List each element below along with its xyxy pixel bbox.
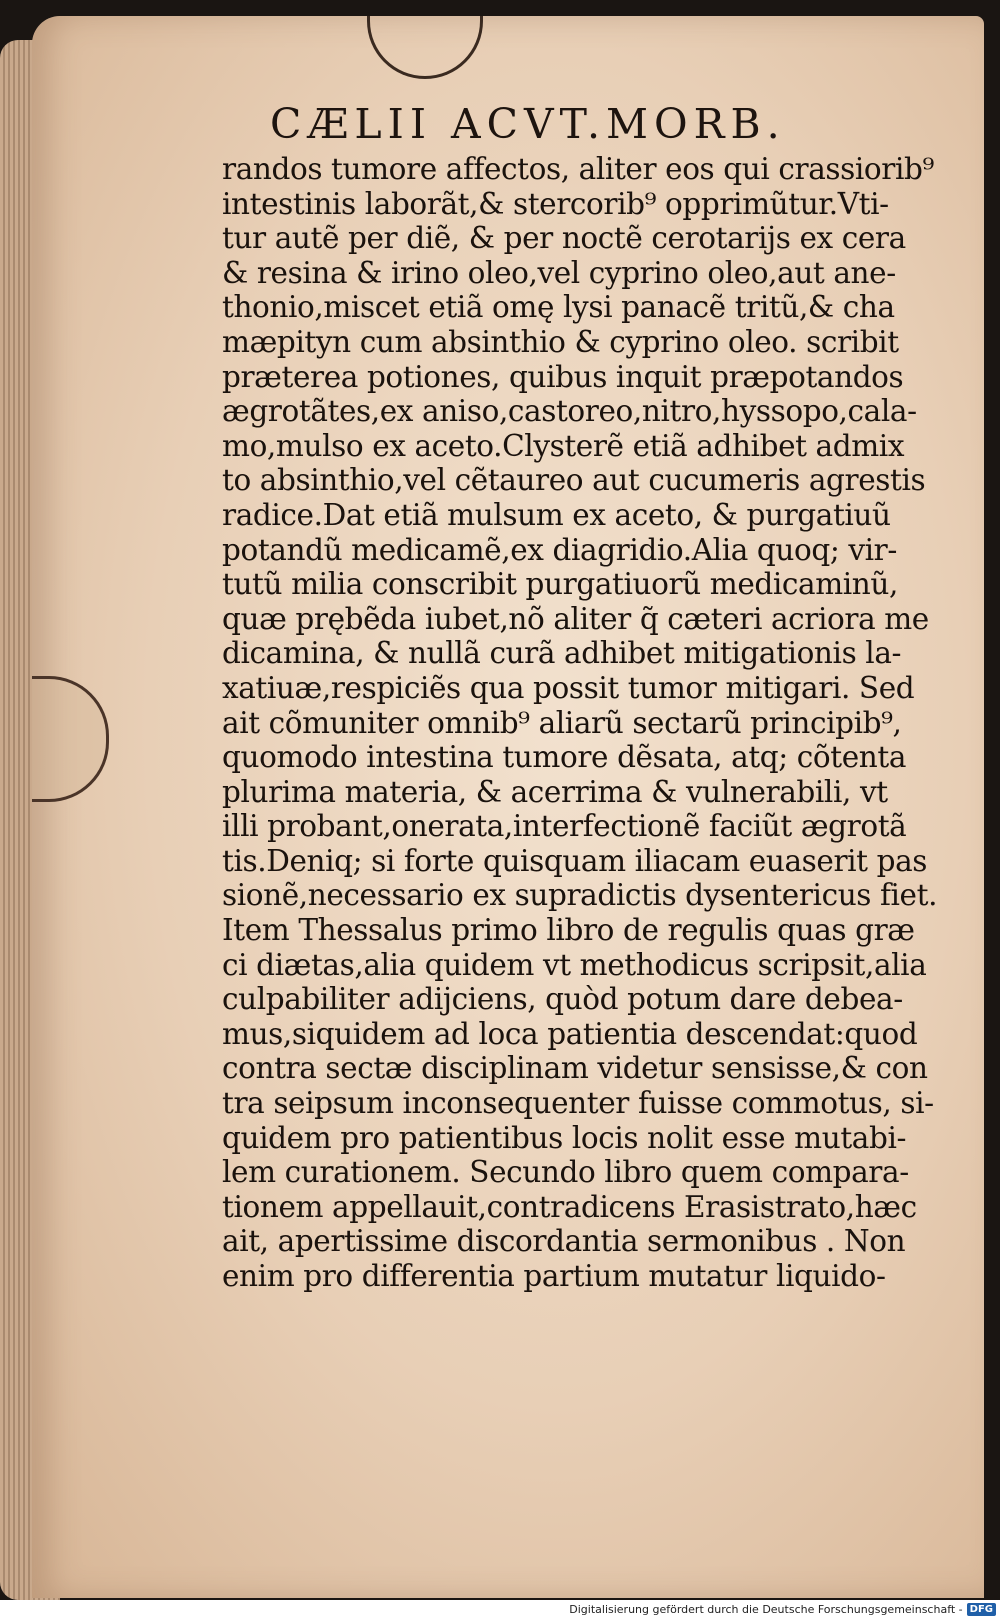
text-line: ait cõmuniter omnib⁹ aliarũ sectarũ principib⁹,	[222, 705, 902, 740]
dfg-logo-icon: DFG	[967, 1603, 996, 1616]
text-line: ægrotãtes,ex aniso,castoreo,nitro,hyssopo,cala-	[222, 394, 917, 429]
text-line: & resina & irino oleo,vel cyprino oleo,aut ane-	[222, 255, 896, 290]
text-line: dicamina, & nullã curã adhibet mitigationis la-	[222, 636, 902, 671]
text-line: præterea potiones, quibus inquit præpotandos	[222, 359, 904, 394]
text-line: to absinthio,vel cẽtaureo aut cucumeris agrestis	[222, 463, 926, 498]
text-line: mus,siquidem ad loca patientia descendat:quod	[222, 1016, 918, 1051]
text-line: tur autẽ per diẽ, & per noctẽ cerotarijs ex cera	[222, 221, 906, 256]
text-line: tis.Deniq; si forte quisquam iliacam euaserit pas	[222, 843, 928, 878]
text-line: culpabiliter adijciens, quòd potum dare debea-	[222, 982, 903, 1017]
text-line: quomodo intestina tumore dẽsata, atq; cõtenta	[222, 740, 907, 775]
clasp-top	[367, 16, 483, 79]
text-line: intestinis laborãt,& stercorib⁹ opprimũtur.Vti-	[222, 186, 889, 221]
text-line: randos tumore affectos, aliter eos qui crassiorib⁹	[222, 152, 934, 186]
text-line: mæpityn cum absinthio & cyprino oleo. scribit	[222, 324, 899, 359]
text-line: illi probant,onerata,interfectionẽ faciũt ægrotã	[222, 809, 907, 844]
text-line: tutũ milia conscribit purgatiuorũ medicaminũ,	[222, 567, 898, 602]
text-line: radice.Dat etiã mulsum ex aceto, & purgatiuũ	[222, 497, 891, 532]
text-line: mo,mulso ex aceto.Clysterẽ etiã adhibet admix	[222, 428, 905, 463]
text-line: thonio,miscet etiã omę lysi panacẽ tritũ,& cha	[222, 290, 895, 325]
text-line: quæ prębẽda iubet,nõ aliter q̃ cæteri acriora me	[222, 601, 929, 636]
text-line: potandũ medicamẽ,ex diagridio.Alia quoq; vir-	[222, 532, 897, 567]
text-line: lem curationem. Secundo libro quem compara-	[222, 1155, 909, 1190]
footer-text: Digitalisierung gefördert durch die Deutsche Forschungsgemeinschaft -	[569, 1602, 963, 1616]
text-line: tra seipsum inconsequenter fuisse commotus, si-	[222, 1086, 934, 1121]
body-text	[222, 152, 938, 1294]
text-line: xatiuæ,respiciẽs qua possit tumor mitigari. Sed	[222, 670, 915, 705]
text-line: enim pro differentia partium mutatur liquido-	[222, 1259, 886, 1293]
text-line: contra sectæ disciplinam videtur sensisse,& con	[222, 1051, 928, 1086]
text-line: Item Thessalus primo libro de regulis quas græ	[222, 913, 915, 948]
text-line: ait, apertissime discordantia sermonibus . Non	[222, 1224, 906, 1259]
text-line: quidem pro patientibus locis nolit esse mutabi-	[222, 1120, 907, 1155]
text-line: tionem appellauit,contradicens Erasistrato,hæc	[222, 1189, 917, 1224]
running-header: CÆLII ACVT.MORB.	[270, 100, 786, 148]
footer	[569, 1601, 996, 1617]
text-line: ci diætas,alia quidem vt methodicus scripsit,alia	[222, 947, 927, 982]
clasp-side	[32, 676, 109, 802]
text-line: sionẽ,necessario ex supradictis dysentericus fiet.	[222, 878, 938, 913]
text-line: plurima materia, & acerrima & vulnerabili, vt	[222, 774, 888, 809]
